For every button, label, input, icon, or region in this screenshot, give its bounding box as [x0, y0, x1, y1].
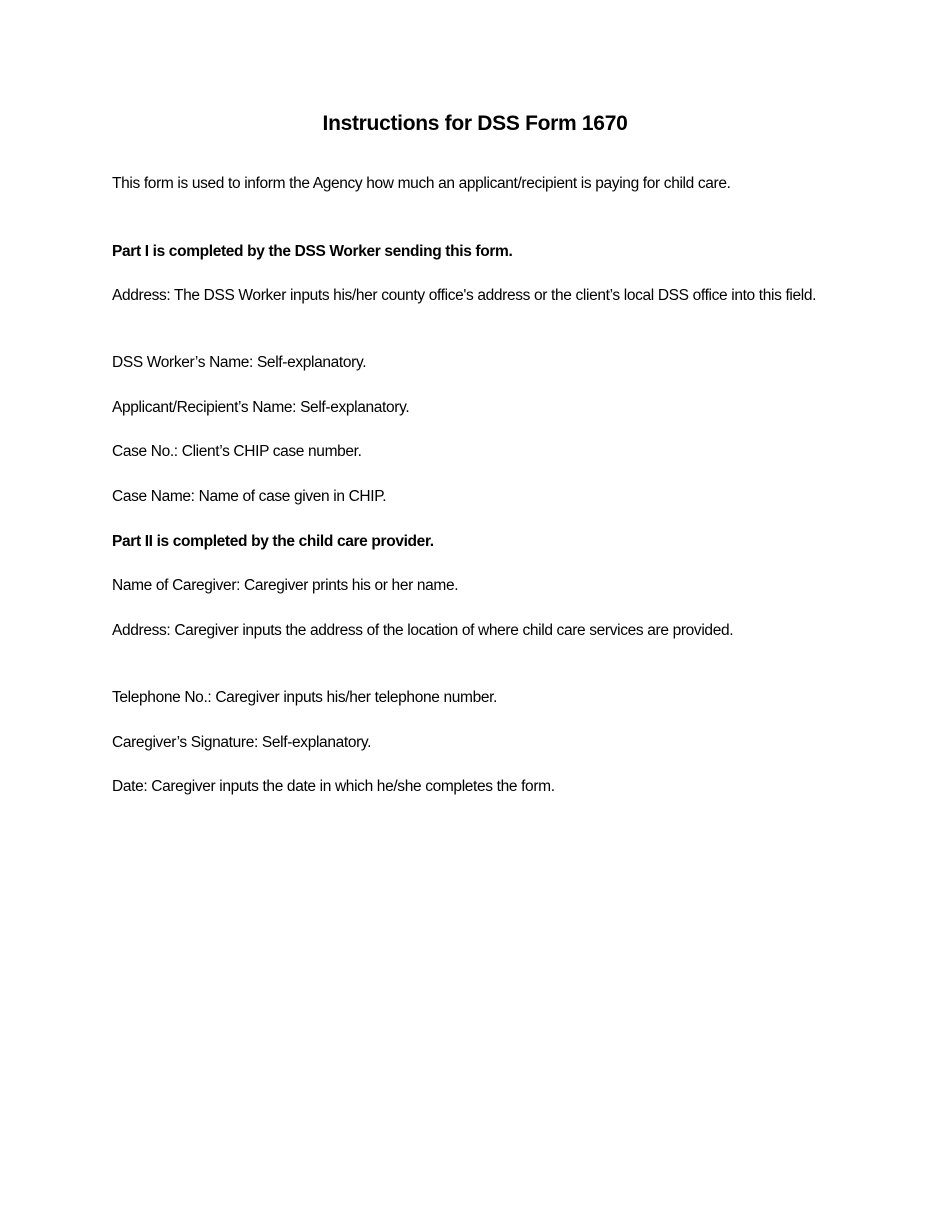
address-instruction: Address: The DSS Worker inputs his/her county office's address or the client’s local DSS office into this field.	[112, 287, 817, 304]
date-instruction: Date: Caregiver inputs the date in which he/she completes the form.	[112, 778, 555, 795]
document-title: Instructions for DSS Form 1670	[322, 112, 628, 135]
part-2-heading: Part II is completed by the child care provider.	[112, 533, 434, 550]
worker-name-instruction: DSS Worker’s Name: Self-explanatory.	[112, 354, 367, 371]
case-name-instruction: Case Name: Name of case given in CHIP.	[112, 488, 387, 505]
signature-instruction: Caregiver’s Signature: Self-explanatory.	[112, 734, 372, 751]
telephone-instruction: Telephone No.: Caregiver inputs his/her telephone number.	[112, 689, 498, 706]
applicant-name-instruction: Applicant/Recipient’s Name: Self-explanatory.	[112, 399, 410, 416]
caregiver-address-instruction: Address: Caregiver inputs the address of the location of where child care services are provided.	[112, 622, 734, 639]
intro-paragraph: This form is used to inform the Agency how much an applicant/recipient is paying for child care.	[112, 175, 731, 192]
case-number-instruction: Case No.: Client’s CHIP case number.	[112, 443, 362, 460]
caregiver-name-instruction: Name of Caregiver: Caregiver prints his or her name.	[112, 577, 459, 594]
part-1-heading: Part I is completed by the DSS Worker sending this form.	[112, 243, 513, 260]
